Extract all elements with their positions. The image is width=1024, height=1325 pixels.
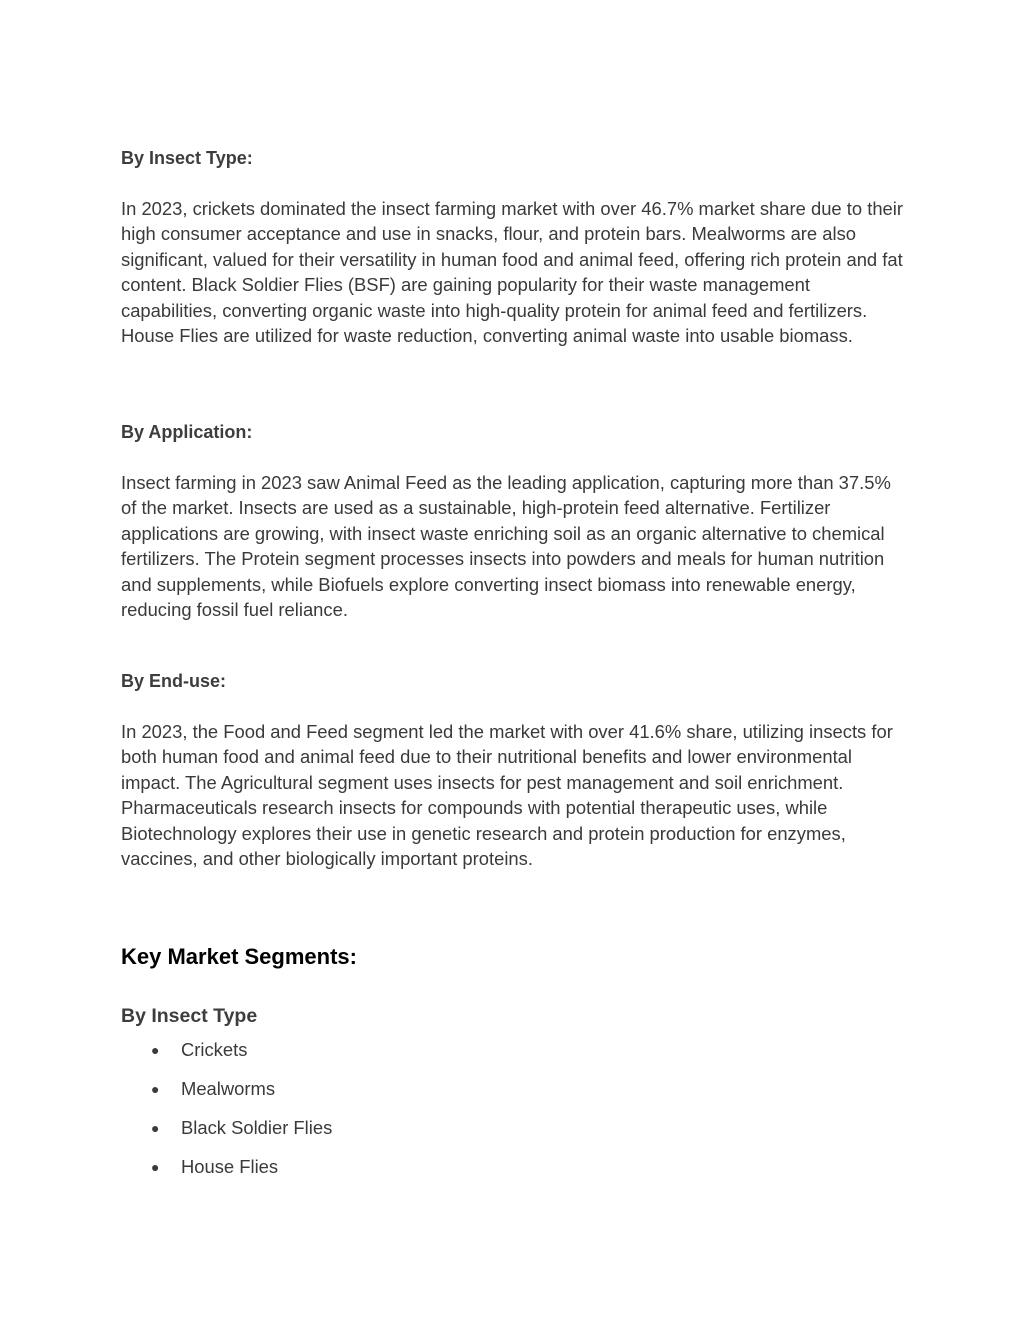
section-paragraph-application: Insect farming in 2023 saw Animal Feed as the leading application, capturing more than 37.5% of the market. Insects are used as a sustainable, high-protein feed alternative. Fertilizer applications are growing, with insect waste enriching soil as an organic alternative to chemical fertilizers. The Protein segment processes insects into powders and meals for human nutrition and supplements, while Biofuels explore converting insect biomass into renewable energy, reducing fossil fuel reliance. (121, 472, 891, 621)
bullet-icon: ● (151, 1159, 160, 1175)
segment-group-title: By Insect Type (121, 1005, 258, 1027)
section-paragraph-insect-type: In 2023, crickets dominated the insect farming market with over 46.7% market share due to their high consumer acceptance and use in snacks, flour, and protein bars. Mealworms are also significant, valued for their versatility in human food and animal feed, offering rich protein and fat content. Black Soldier Flies (BSF) are gaining popularity for their waste management capabilities, converting organic waste into high-quality protein for animal feed and fertilizers. House Flies are utilized for waste reduction, converting animal waste into usable biomass. (121, 198, 903, 347)
key-market-segments-title: Key Market Segments: (121, 944, 357, 969)
section-paragraph-end-use: In 2023, the Food and Feed segment led the market with over 41.6% share, utilizing insects for both human food and animal feed due to their nutritional benefits and lower environmental impact. The Agricultural segment uses insects for pest management and soil enrichment. Pharmaceuticals research insects for compounds with potential therapeutic uses, while Biotechnology explores their use in genetic research and protein production for enzymes, vaccines, and other biologically important proteins. (121, 721, 893, 870)
bullet-icon: ● (151, 1120, 160, 1136)
list-item-label: Crickets (181, 1039, 248, 1060)
list-item-label: Mealworms (181, 1078, 276, 1099)
bullet-icon: ● (151, 1081, 160, 1097)
list-item-label: House Flies (181, 1156, 279, 1177)
section-heading-insect-type: By Insect Type: (121, 148, 253, 168)
section-heading-application: By Application: (121, 422, 253, 442)
bullet-icon: ● (151, 1042, 160, 1058)
section-heading-end-use: By End-use: (121, 671, 227, 691)
list-item-label: Black Soldier Flies (181, 1117, 333, 1138)
